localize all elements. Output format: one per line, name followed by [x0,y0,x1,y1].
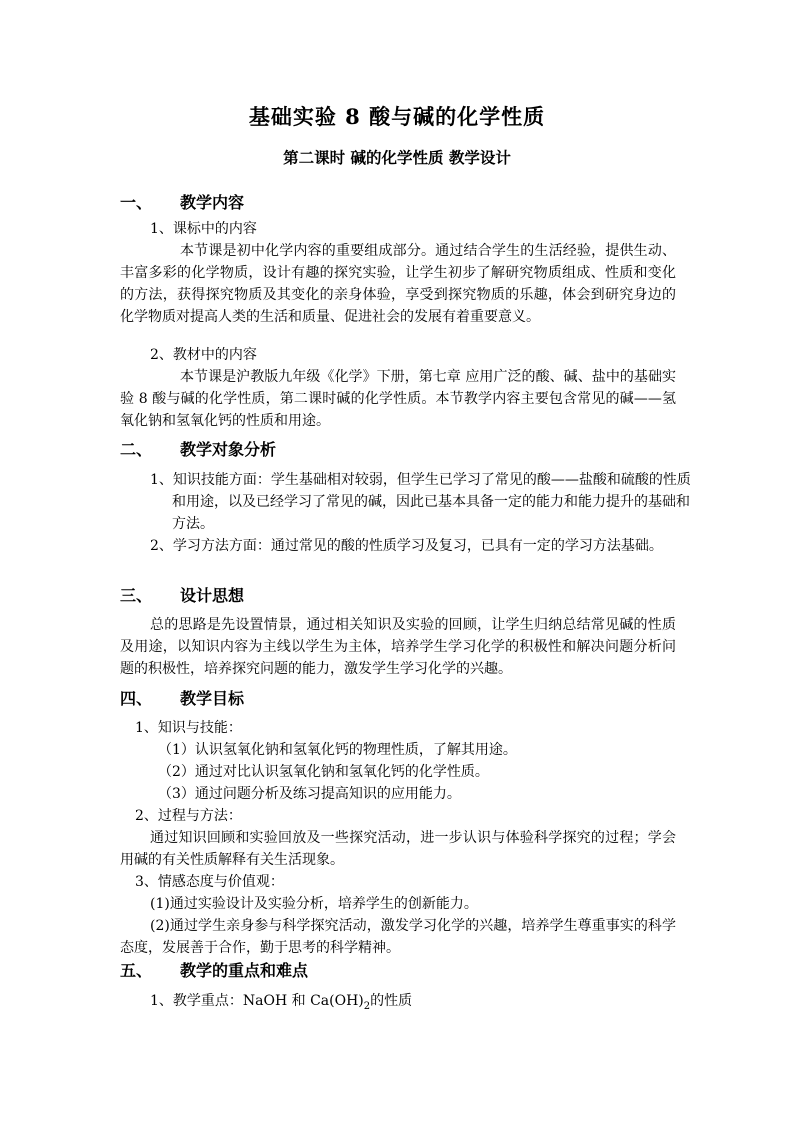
section-title: 教学的重点和难点 [180,961,309,980]
list-item: （3）通过问题分析及练习提高知识的应用能力。 [158,786,461,802]
subsection-label: 1、知识与技能： [135,720,242,736]
subscript: 2 [363,1000,371,1012]
paragraph: 本节课是沪教版九年级《化学》下册，第七章 应用广泛的酸、碱、盐中的基础实验 8 酸与碱的化学性质，第二课时碱的化学性质。本节教学内容主要包含常见的碱——氢氧化钠和氢氧化钙的性质和用途。 [120,369,676,429]
document-subtitle: 第二课时 碱的化学性质 教学设计 [283,148,511,167]
section-title: 教学对象分析 [180,440,277,459]
section-heading-5 [120,957,308,985]
section-number: 三、 [120,586,153,605]
section-heading-3 [120,582,244,610]
section-number: 一、 [120,193,153,212]
list-item: 1、知识技能方面：学生基础相对较弱，但学生已学习了常见的酸——盐酸和硫酸的性质和用途，以及已经学习了常见的碱，因此已基本具备一定的能力和能力提升的基础和方法。 [150,472,691,532]
section-heading-4 [120,685,244,713]
section-title: 设计思想 [180,586,245,605]
text-run: 1、教学重点：NaOH 和 Ca(OH) [150,993,364,1009]
subsection-label: 2、过程与方法： [135,808,242,824]
paragraph: 总的思路是先设置情景，通过相关知识及实验的回顾，让学生归纳总结常见碱的性质及用途，以知识内容为主线以学生为主体，培养学生学习化学的积极性和解决问题分析问题的积极性，培养探究问题的能力，激发学生学习化学的兴趣。 [120,617,676,677]
paragraph: (2)通过学生亲身参与科学探究活动，激发学习化学的兴趣，培养学生尊重事实的科学态度，发展善于合作，勤于思考的科学精神。 [120,918,676,956]
section-heading-2 [120,436,276,464]
list-item: 2、学习方法方面：通过常见的酸的性质学习及复习，已具有一定的学习方法基础。 [150,538,663,554]
list-item: （1）认识氢氧化钠和氢氧化钙的物理性质，了解其用途。 [158,742,517,758]
section-number: 二、 [120,440,153,459]
section-number: 五、 [120,961,153,980]
paragraph: 通过知识回顾和实验回放及一些探究活动，进一步认识与体验科学探究的过程；学会用碱的有关性质解释有关生活现象。 [120,830,676,868]
document-title: 基础实验 8 酸与碱的化学性质 [248,104,546,129]
text-run: 的性质 [370,993,413,1009]
section-title: 教学内容 [180,193,245,212]
subsection-label: 1、课标中的内容 [150,221,257,237]
subsection-label: 3、情感态度与价值观： [135,874,284,890]
section-title: 教学目标 [180,689,245,708]
list-item: (1)通过实验设计及实验分析，培养学生的创新能力。 [150,896,478,912]
list-item [150,990,412,1018]
subsection-label: 2、教材中的内容 [150,347,257,363]
list-item: （2）通过对比认识氢氧化钠和氢氧化钙的化学性质。 [158,764,489,780]
section-number: 四、 [120,689,153,708]
paragraph: 本节课是初中化学内容的重要组成部分。通过结合学生的生活经验，提供生动、丰富多彩的化学物质，设计有趣的探究实验，让学生初步了解研究物质组成、性质和变化的方法，获得探究物质及其变化的亲身体验，享受到探究物质的乐趣，体会到研究身边的化学物质对提高人类的生活和质量、促进社会的发展有着重要意义。 [120,243,676,325]
section-heading-1 [120,189,244,217]
